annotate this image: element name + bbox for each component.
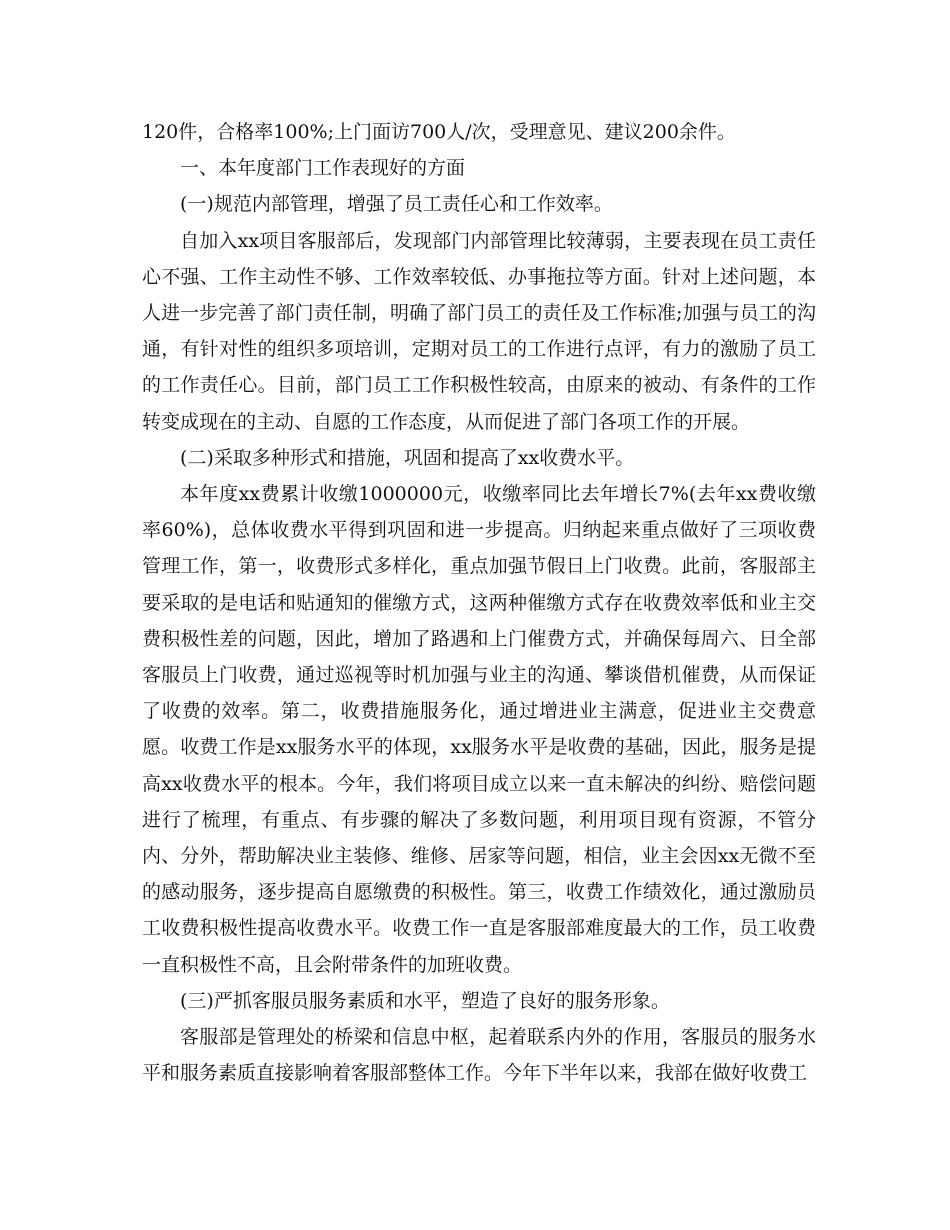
subsection-heading-2: (二)采取多种形式和措施，巩固和提高了xx收费水平。 bbox=[180, 446, 635, 469]
subsection-heading-3: (三)严抓客服员服务素质和水平，塑造了良好的服务形象。 bbox=[180, 989, 670, 1012]
paragraph-management: 自加入xx项目客服部后，发现部门内部管理比较薄弱，主要表现在员工责任心不强、工作主动性不够、工作效率较低、办事拖拉等方面。针对上述问题，本人进一步完善了部门责任制，明确了部门员工的责任及工作标准;加强与员工的沟通，有针对性的组织多项培训，定期对员工的工作进行点评，有力的激励了员工的工作责任心。目前，部门员工工作积极性较高，由原来的被动、有条件的工作转变成现在的主动、自愿的工作态度，从而促进了部门各项工作的开展。 bbox=[142, 229, 816, 433]
paragraph-continuation: 120件，合格率100%;上门面访700人/次，受理意见、建议200余件。 bbox=[142, 121, 736, 143]
document-body bbox=[142, 114, 816, 1091]
subsection-heading-1: (一)规范内部管理，增强了员工责任心和工作效率。 bbox=[180, 193, 613, 216]
paragraph-fees: 本年度xx费累计收缴1000000元，收缴率同比去年增长7%(去年xx费收缴率60%)，总体收费水平得到巩固和进一步提高。归纳起来重点做好了三项收费管理工作，第一，收费形式多样化，重点加强节假日上门收费。此前，客服部主要采取的是电话和贴通知的催缴方式，这两种催缴方式存在收费效率低和业主交费积极性差的问题，因此，增加了路遇和上门催费方式，并确保每周六、日全部客服员上门收费，通过巡视等时机加强与业主的沟通、攀谈借机催费，从而保证了收费的效率。第二，收费措施服务化，通过增进业主满意，促进业主交费意愿。收费工作是xx服务水平的体现，xx服务水平是收费的基础，因此，服务是提高xx收费水平的根本。今年，我们将项目成立以来一直未解决的纠纷、赔偿问题进行了梳理，有重点、有步骤的解决了多数问题，利用项目现有资源，不管分内、分外，帮助解决业主装修、维修、居家等问题，相信，业主会因xx无微不至的感动服务，逐步提高自愿缴费的积极性。第三，收费工作绩效化，通过激励员工收费积极性提高收费水平。收费工作一直是客服部难度最大的工作，员工收费一直积极性不高，且会附带条件的加班收费。 bbox=[142, 483, 816, 976]
paragraph-service: 客服部是管理处的桥梁和信息中枢，起着联系内外的作用，客服员的服务水平和服务素质直接影响着客服部整体工作。今年下半年以来，我部在做好收费工 bbox=[142, 1026, 816, 1085]
section-heading-1: 一、本年度部门工作表现好的方面 bbox=[180, 157, 466, 180]
